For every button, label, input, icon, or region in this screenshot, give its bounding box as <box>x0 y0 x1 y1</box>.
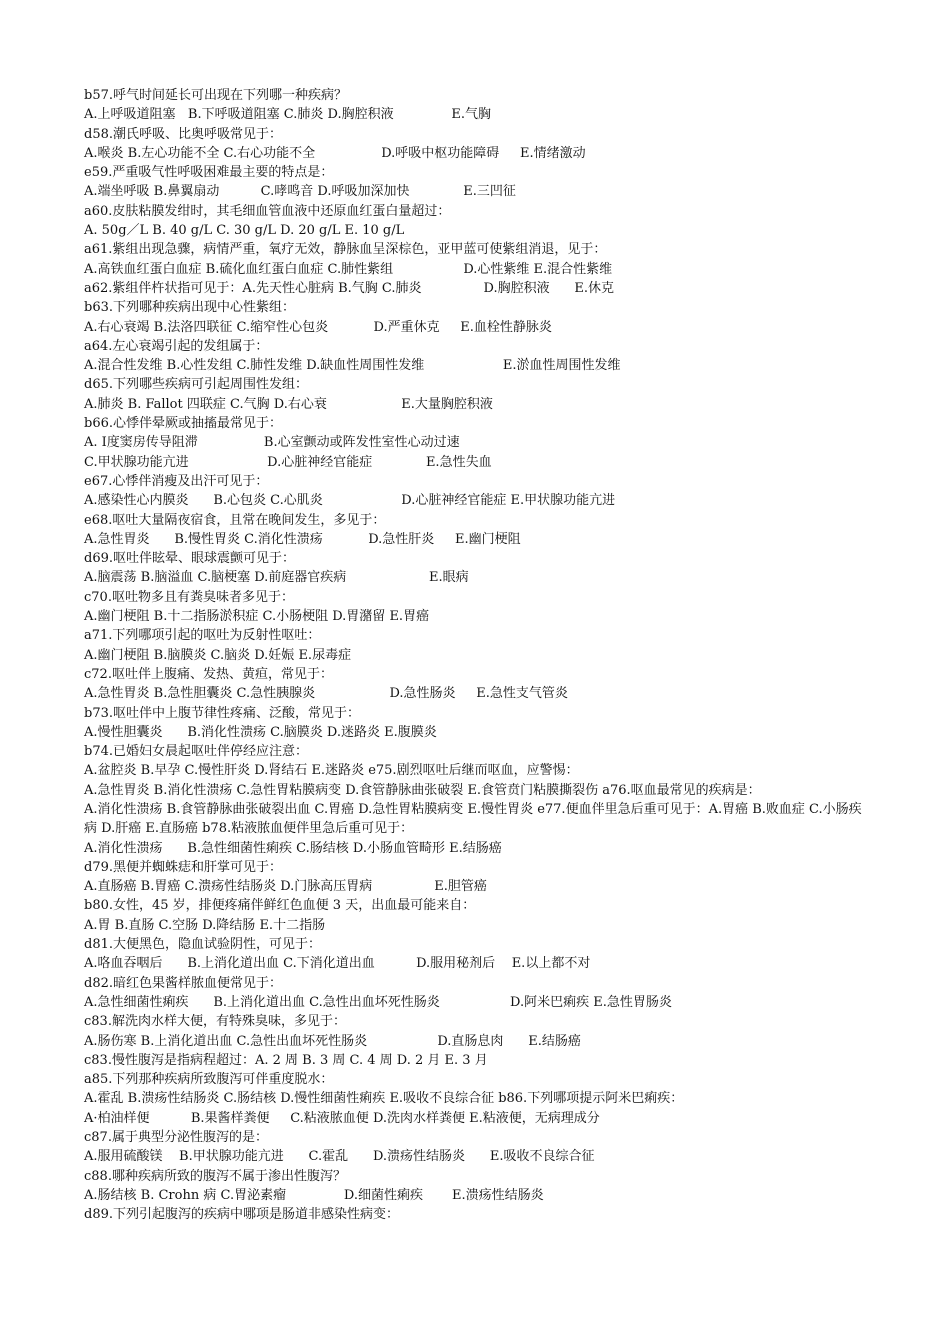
text-line: A.肠结核 B. Crohn 病 C.胃泌素瘤 D.细菌性痢疾 E.溃疡性结肠炎 <box>84 1187 544 1203</box>
document-page <box>84 86 874 1225</box>
text-line: A.右心衰竭 B.法洛四联征 C.缩窄性心包炎 D.严重休克 E.血栓性静脉炎 <box>84 319 552 335</box>
text-line: A.胃 B.直肠 C.空肠 D.降结肠 E.十二指肠 <box>84 917 326 933</box>
text-line: a64.左心衰竭引起的发组属于： <box>84 338 269 354</box>
text-line: A.消化性溃疡 B.急性细菌性痢疾 C.肠结核 D.小肠血管畸形 E.结肠癌 <box>84 840 502 856</box>
text-line: c83.解洗肉水样大便，有特殊臭味，多见于： <box>84 1014 346 1030</box>
text-line: a61.紫组出现急骤，病情严重，氧疗无效，静脉血呈深棕色，亚甲蓝可使紫组消退，见于： <box>84 242 607 258</box>
text-line: A.肠伤寒 B.上消化道出血 C.急性出血坏死性肠炎 D.直肠息肉 E.结肠癌 <box>84 1033 581 1049</box>
text-line: A.急性胃炎 B.消化性溃疡 C.急性胃粘膜病变 D.食管静脉曲张破裂 E.食管贲门粘膜撕裂伤 a76.呕血最常见的疾病是： <box>84 782 761 798</box>
text-line: A·柏油样便 B.果酱样粪便 C.粘液脓血便 D.洗肉水样粪便 E.粘液便，无病理成分 <box>84 1110 600 1126</box>
text-line: e68.呕吐大量隔夜宿食，且常在晚间发生，多见于： <box>84 512 386 528</box>
text-line: d82.暗红色果酱样脓血便常见于： <box>84 975 282 991</box>
text-line: A.高铁血红蛋白血症 B.硫化血红蛋白血症 C.肺性紫组 D.心性紫维 E.混合性紫维 <box>84 261 613 277</box>
text-line: A.急性胃炎 B.慢性胃炎 C.消化性溃疡 D.急性肝炎 E.幽门梗阻 <box>84 531 521 547</box>
text-line: A.上呼吸道阻塞 B.下呼吸道阻塞 C.肺炎 D.胸腔积液 E.气胸 <box>84 107 492 123</box>
text-line: A. 50g／L B. 40 g/L C. 30 g/L D. 20 g/L E. 10 g/L <box>84 223 405 239</box>
text-line: e59.严重吸气性呼吸困难最主要的特点是： <box>84 165 334 181</box>
text-line: c87.属于典型分泌性腹泻的是： <box>84 1130 268 1146</box>
text-line: d58.潮氏呼吸、比奥呼吸常见于： <box>84 126 282 142</box>
text-line: A.急性细菌性痢疾 B.上消化道出血 C.急性出血坏死性肠炎 D.阿米巴痢疾 E.急性胃肠炎 <box>84 994 672 1010</box>
text-line: c83.慢性腹泻是指病程超过：A. 2 周 B. 3 周 C. 4 周 D. 2 月 E. 3 月 <box>84 1052 488 1068</box>
text-line: e67.心悸伴消瘦及出汗可见于： <box>84 473 269 489</box>
text-line: d89.下列引起腹泻的疾病中哪项是肠道非感染性病变： <box>84 1207 399 1223</box>
text-line: a85.下列那种疾病所致腹泻可伴重度脱水： <box>84 1072 334 1088</box>
text-line: A.混合性发维 B.心性发组 C.肺性发维 D.缺血性周围性发维 E.淤血性周围性发维 <box>84 358 621 374</box>
text-line: b57.呼气时间延长可出现在下列哪一种疾病？ <box>84 88 347 103</box>
text-line: a71.下列哪项引起的呕吐为反射性呕吐： <box>84 628 321 644</box>
text-line: b66.心悸伴晕厥或抽搐最常见于： <box>84 416 282 432</box>
text-line: a62.紫组伴杵状指可见于：A.先天性心脏病 B.气胸 C.肺炎 D.胸腔积液 E.休克 <box>84 280 615 296</box>
text-line: A.脑震荡 B.脑溢血 C.脑梗塞 D.前庭器官疾病 E.眼病 <box>84 570 469 586</box>
text-line: A.感染性心内膜炎 B.心包炎 C.心肌炎 D.心脏神经官能症 E.甲状腺功能亢进 <box>84 493 616 509</box>
text-line: c88.哪种疾病所致的腹泻不属于渗出性腹泻？ <box>84 1168 346 1184</box>
text-line: c72.呕吐伴上腹痛、发热、黄疸，常见于： <box>84 666 333 682</box>
text-line: A.端坐呼吸 B.鼻翼扇动 C.哮鸣音 D.呼吸加深加快 E.三凹征 <box>84 184 516 200</box>
text-line: A.直肠癌 B.胃癌 C.溃疡性结肠炎 D.门脉高压胃病 E.胆管癌 <box>84 879 487 895</box>
text-line: b73.呕吐伴中上腹节律性疼痛、泛酸，常见于： <box>84 705 360 721</box>
text-line: d69.呕吐伴眩晕、眼球震颤可见于： <box>84 551 295 567</box>
text-line: d65.下列哪些疾病可引起周围性发组： <box>84 377 308 393</box>
text-line: A.盆腔炎 B.早孕 C.慢性肝炎 D.肾结石 E.迷路炎 e75.剧烈呕吐后继而呕血，应警惕： <box>84 763 579 779</box>
text-line: d81.大便黑色，隐血试验阴性，可见于： <box>84 937 321 953</box>
text-line: A.幽门梗阻 B.脑膜炎 C.脑炎 D.妊娠 E.尿毒症 <box>84 647 352 663</box>
text-line: A.咯血吞咽后 B.上消化道出血 C.下消化道出血 D.服用秘剂后 E.以上都不对 <box>84 956 591 972</box>
text-line: b63.下列哪种疾病出现中心性紫组： <box>84 300 295 316</box>
text-line: b80.女性，45 岁，排便疼痛伴鲜红色血便 3 天，出血最可能来自： <box>84 898 476 914</box>
text-line: c70.呕吐物多且有粪臭味者多见于： <box>84 589 294 605</box>
text-line: A.喉炎 B.左心功能不全 C.右心功能不全 D.呼吸中枢功能障碍 E.情绪激动 <box>84 145 586 161</box>
text-line: C.甲状腺功能亢进 D.心脏神经官能症 E.急性失血 <box>84 454 492 470</box>
text-line: A.幽门梗阻 B.十二指肠淤积症 C.小肠梗阻 D.胃潴留 E.胃癌 <box>84 609 430 625</box>
text-line: a60.皮肤粘膜发绀时，其毛细血管血液中还原血红蛋白量超过： <box>84 203 451 219</box>
text-line: A. Ⅰ度窦房传导阻滞 B.心室颤动或阵发性室性心动过速 <box>84 435 460 451</box>
text-line: b74.已婚妇女晨起呕吐伴停经应注意： <box>84 744 308 760</box>
text-line: A.慢性胆囊炎 B.消化性溃疡 C.脑膜炎 D.迷路炎 E.腹膜炎 <box>84 724 437 740</box>
text-line: d79.黑便并蜘蛛痣和肝掌可见于： <box>84 859 282 875</box>
text-line: A.服用硫酸镁 B.甲状腺功能亢进 C.霍乱 D.溃疡性结肠炎 E.吸收不良综合征 <box>84 1149 595 1165</box>
text-line: A.霍乱 B.溃疡性结肠炎 C.肠结核 D.慢性细菌性痢疾 E.吸收不良综合征 b86.下列哪项提示阿米巴痢疾： <box>84 1091 684 1107</box>
text-line: A.急性胃炎 B.急性胆囊炎 C.急性胰腺炎 D.急性肠炎 E.急性支气管炎 <box>84 686 568 702</box>
text-line: A.肺炎 B. Fallot 四联症 C.气胸 D.右心衰 E.大量胸腔积液 <box>84 396 493 412</box>
text-line: A.消化性溃疡 B.食管静脉曲张破裂出血 C.胃癌 D.急性胃粘膜病变 E.慢性胃炎 e77.便血伴里急后重可见于：A.胃癌 B.败血症 C.小肠疾病 D.肝癌 E.直肠癌 b78.粘液脓血便伴里急后重可见于： <box>84 801 862 837</box>
